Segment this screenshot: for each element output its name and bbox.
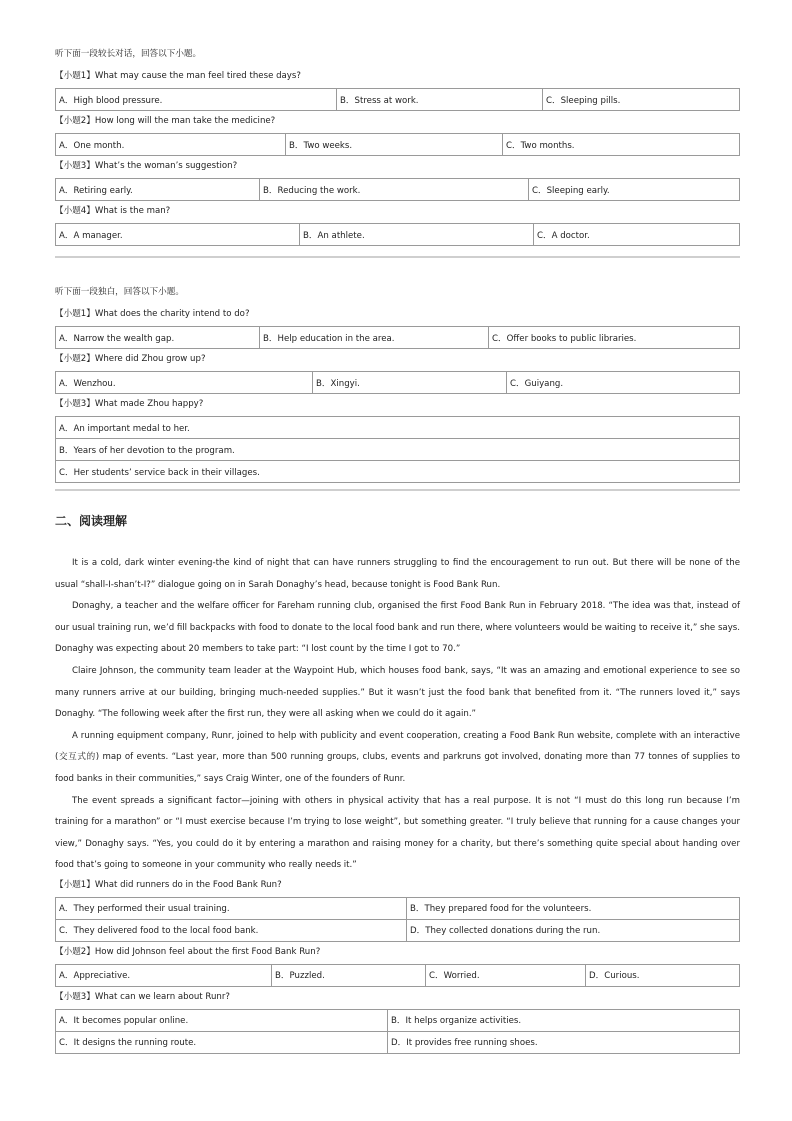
options-table <box>55 1009 740 1054</box>
option-b[interactable]: B．Two weeks. <box>286 134 503 156</box>
option-b[interactable]: B．It helps organize activities. <box>388 1009 740 1031</box>
passage-paragraph: The event spreads a significant factor—joining with others in physical activity that has a real purpose. It is not “I must do this long run because I’m training for a marathon” or “I must exercise because I’m trying to lose weight”, but something greater. “I truly believe that running for a cause changes your view,” Donaghy says. “Yes, you could do it by entering a marathon and raising money for a charity, but there’s something quite special about handing over food that’s going to someone in your community who really needs it.” <box>55 795 740 871</box>
options-table <box>55 964 740 987</box>
option-c[interactable]: C．It designs the running route. <box>56 1031 388 1053</box>
options-table <box>55 133 740 156</box>
option-c[interactable]: C．Sleeping pills. <box>543 89 740 111</box>
passage-paragraph: Donaghy, a teacher and the welfare officer for Fareham running club, organised the first Food Bank Run in February 2018. “The idea was that, instead of our usual training run, we’d fill backpacks with food to donate to the local food bank and run there, where volunteers would be waiting to receive it,” she says. Donaghy was expecting about 20 members to take part: “I lost count by the time I got to 70.” <box>55 601 740 655</box>
option-a[interactable]: A．Narrow the wealth gap. <box>56 327 260 349</box>
section-title: 二、阅读理解 <box>55 514 128 528</box>
options-table <box>55 223 740 246</box>
question-text: 【小题2】Where did Zhou grow up? <box>55 354 206 364</box>
listening1-instruction: 听下面一段较长对话，回答以下小题。 <box>55 49 202 59</box>
option-a[interactable]: A．Wenzhou. <box>56 372 313 394</box>
question-text: 【小题3】What can we learn about Runr? <box>55 991 230 1002</box>
question-text: 【小题4】What is the man? <box>55 206 171 216</box>
option-b[interactable]: B．Xingyi. <box>313 372 507 394</box>
question-text: 【小题2】How long will the man take the medicine? <box>55 116 276 126</box>
option-c[interactable]: C．Guiyang. <box>507 372 740 394</box>
listening2-instruction: 听下面一段独白，回答以下小题。 <box>55 287 184 297</box>
question-text: 【小题3】What’s the woman’s suggestion? <box>55 161 238 171</box>
option-b[interactable]: B．An athlete. <box>300 224 534 246</box>
passage-paragraph: It is a cold, dark winter evening-the kind of night that can have runners struggling to find the encouragement to run out. But there will be none of the usual “shall-I-shan’t-I?” dialogue going on in Sarah Donaghy’s head, because tonight is Food Bank Run. <box>55 558 740 590</box>
options-table <box>55 371 740 394</box>
question-text: 【小题1】What does the charity intend to do? <box>55 309 250 319</box>
question-text: 【小题2】How did Johnson feel about the first Food Bank Run? <box>55 946 321 957</box>
option-c[interactable]: C．Two months. <box>503 134 740 156</box>
options-table <box>55 416 740 483</box>
option-d[interactable]: D．They collected donations during the run. <box>407 919 740 941</box>
question-text: 【小题1】What may cause the man feel tired these days? <box>55 71 301 81</box>
options-table <box>55 88 740 111</box>
option-a[interactable]: A．High blood pressure. <box>56 89 337 111</box>
option-a[interactable]: A．One month. <box>56 134 286 156</box>
option-c[interactable]: C．Her students’ service back in their villages. <box>56 461 740 483</box>
option-d[interactable]: D．Curious. <box>586 964 740 986</box>
option-c[interactable]: C．Sleeping early. <box>529 179 740 201</box>
option-b[interactable]: B．Stress at work. <box>337 89 543 111</box>
options-table <box>55 897 740 942</box>
option-d[interactable]: D．It provides free running shoes. <box>388 1031 740 1053</box>
option-b[interactable]: B．Years of her devotion to the program. <box>56 439 740 461</box>
passage-paragraph: Claire Johnson, the community team leader at the Waypoint Hub, which houses food bank, says, “It was an amazing and emotional experience to see so many runners arrive at our building, bringing much-needed supplies.” But it wasn’t just the food bank that benefited from it. “The runners loved it,” says Donaghy. “The following week after the first run, they were all asking when we could do it again.” <box>55 665 740 720</box>
option-b[interactable]: B．Help education in the area. <box>260 327 489 349</box>
options-table <box>55 178 740 201</box>
option-a[interactable]: A．It becomes popular online. <box>56 1009 388 1031</box>
option-b[interactable]: B．They prepared food for the volunteers. <box>407 897 740 919</box>
option-c[interactable]: C．Worried. <box>426 964 586 986</box>
option-a[interactable]: A．Retiring early. <box>56 179 260 201</box>
option-c[interactable]: C．They delivered food to the local food bank. <box>56 919 407 941</box>
option-a[interactable]: A．They performed their usual training. <box>56 897 407 919</box>
option-a[interactable]: A．A manager. <box>56 224 300 246</box>
question-text: 【小题1】What did runners do in the Food Bank Run? <box>55 879 282 890</box>
option-a[interactable]: A．Appreciative. <box>56 964 272 986</box>
exam-page <box>55 48 740 1058</box>
options-table <box>55 326 740 349</box>
option-c[interactable]: C．Offer books to public libraries. <box>489 327 740 349</box>
option-c[interactable]: C．A doctor. <box>534 224 740 246</box>
option-b[interactable]: B．Reducing the work. <box>260 179 529 201</box>
option-a[interactable]: A．An important medal to her. <box>56 417 740 439</box>
question-text: 【小题3】What made Zhou happy? <box>55 399 204 409</box>
option-b[interactable]: B．Puzzled. <box>272 964 426 986</box>
passage-paragraph: A running equipment company, Runr, joined to help with publicity and event cooperation, creating a Food Bank Run website, complete with an interactive (交互式的) map of events. “Last year, more than 500 running groups, clubs, events and parkruns got involved, donating more than 77 tonnes of supplies to food banks in their communities,” says Craig Winter, one of the founders of Runr. <box>55 730 740 784</box>
